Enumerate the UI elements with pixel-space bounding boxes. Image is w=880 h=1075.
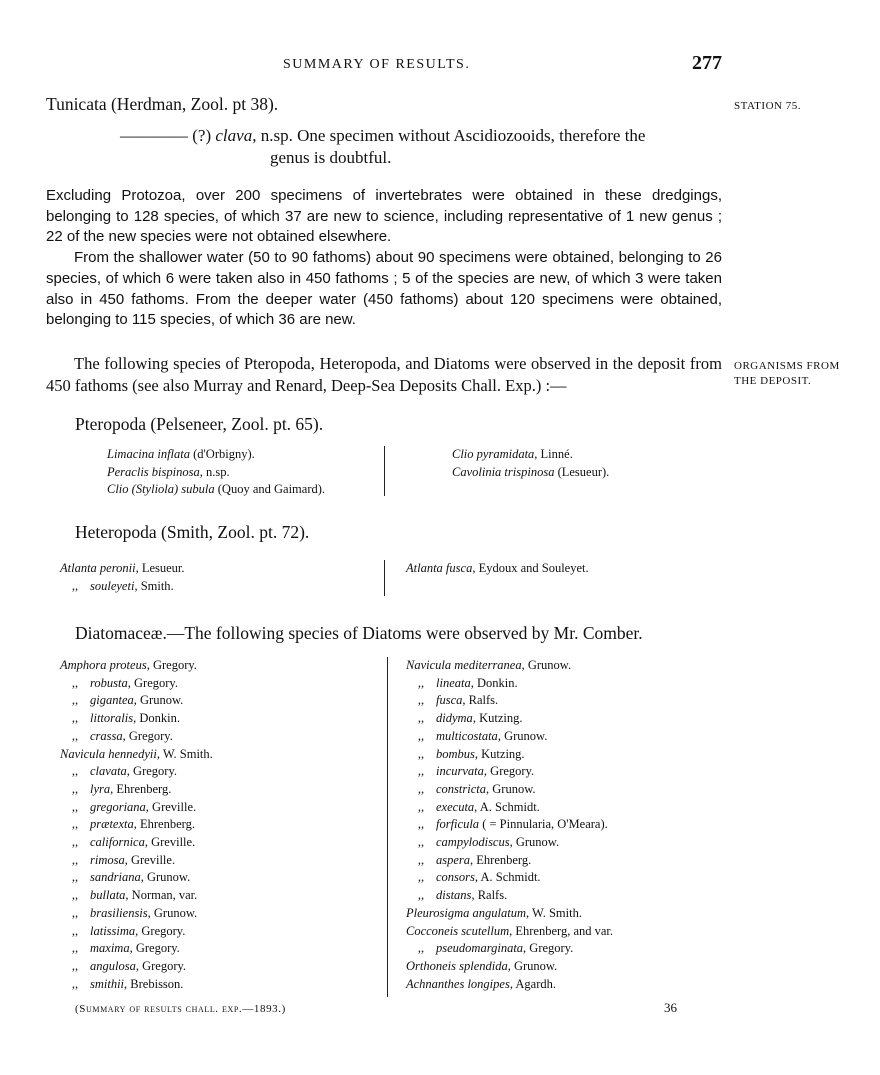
species-author: , Smith.: [134, 578, 174, 593]
tunicata-entry: [120, 125, 645, 169]
species-entry: [406, 869, 613, 887]
species-entry: [406, 976, 613, 994]
species-entry: [60, 746, 213, 764]
species-entry: [406, 852, 613, 870]
species-entry: [60, 940, 213, 958]
tunicata-entry-name: clava: [215, 126, 253, 145]
species-entry: [406, 887, 613, 905]
ditto-mark: ,,: [417, 711, 425, 726]
species-name: littoralis: [90, 711, 134, 726]
species-author: , Lesueur.: [135, 561, 185, 575]
species-name: lyra: [90, 781, 111, 796]
observation-paragraph: The following species of Pteropoda, Heteropoda, and Diatoms were observed in the deposit from 450 fathoms (see also Murray and Renard, Deep-Sea Deposits Chall. Exp.) :—: [46, 354, 722, 395]
species-name: californica: [90, 835, 145, 850]
ditto-mark: ,,: [71, 728, 79, 743]
species-entry: [406, 657, 613, 675]
species-entry: [406, 940, 613, 958]
species-name: latissima: [90, 923, 136, 938]
page-number: 277: [692, 52, 722, 74]
species-name: Orthoneis splendida: [406, 958, 508, 973]
species-entry: [60, 905, 213, 923]
margin-note-organisms: [734, 359, 840, 389]
species-name: Peraclis bispinosa: [107, 464, 200, 479]
species-name: prætexta: [90, 817, 134, 832]
pteropoda-left-list: [107, 446, 325, 499]
species-name: brasiliensis: [90, 905, 148, 920]
species-author: , Gregory.: [122, 728, 173, 743]
species-entry: [452, 446, 609, 464]
species-author: , Agardh.: [509, 976, 556, 991]
species-entry: [406, 781, 613, 799]
pteropoda-heading: Pteropoda (Pelseneer, Zool. pt. 65).: [75, 414, 324, 434]
species-entry: [60, 852, 213, 870]
species-name: Cocconeis scutellum: [406, 923, 510, 938]
species-name: Atlanta fusca: [406, 561, 473, 575]
species-author: (d'Orbigny).: [190, 447, 255, 461]
species-name: campylodiscus: [436, 835, 510, 850]
species-author: , Grunow.: [521, 658, 572, 672]
species-name: fusca: [436, 693, 463, 708]
species-name: smithii: [90, 976, 125, 991]
ditto-mark: ,,: [71, 852, 79, 867]
species-author: , Norman, var.: [125, 888, 198, 903]
species-author: , Grunow.: [509, 835, 560, 850]
species-name: Pleurosigma angulatum: [406, 905, 527, 920]
species-name: multicostata: [436, 728, 498, 743]
species-entry: [452, 464, 609, 482]
species-author: , Gregory.: [483, 764, 535, 779]
species-name: crassa: [90, 728, 123, 743]
species-entry: [406, 958, 613, 976]
species-author: , Ehrenberg, and var.: [509, 923, 614, 938]
ditto-mark: ,,: [71, 764, 79, 779]
running-head: SUMMARY OF RESULTS.: [283, 57, 471, 72]
species-name: aspera: [436, 852, 471, 867]
ditto-mark: ,,: [417, 835, 425, 850]
species-name: angulosa: [90, 958, 136, 973]
ditto-mark: ,,: [417, 852, 425, 867]
ditto-mark: ,,: [417, 888, 425, 903]
species-author: (Quoy and Gaimard).: [214, 482, 326, 497]
column-divider: [384, 560, 385, 596]
species-entry: [406, 905, 613, 923]
ditto-mark: ,,: [71, 711, 79, 726]
margin-note-organisms-line2: THE DEPOSIT.: [734, 375, 812, 387]
species-entry: [406, 923, 613, 941]
diatom-right-list: [406, 657, 613, 993]
species-author: , Grunow.: [507, 958, 558, 973]
species-name: rimosa: [90, 852, 125, 867]
signature-mark: 36: [664, 1000, 677, 1015]
species-author: , Gregory.: [523, 941, 574, 956]
species-entry: [60, 657, 213, 675]
species-entry: [406, 710, 613, 728]
species-name: maxima: [90, 941, 130, 956]
ditto-mark: ,,: [71, 958, 79, 973]
ditto-mark: ,,: [417, 728, 425, 743]
species-author: , Donkin.: [133, 711, 180, 726]
margin-note-station: STATION 75.: [734, 100, 801, 112]
species-entry: [406, 746, 613, 764]
species-entry: [406, 763, 613, 781]
species-author: , Kutzing.: [474, 746, 525, 761]
species-entry: [60, 560, 185, 578]
species-author: , n.sp.: [199, 464, 230, 479]
species-entry: [60, 816, 213, 834]
species-author: , W. Smith.: [526, 905, 582, 920]
tunicata-entry-line2: genus is doubtful.: [270, 148, 392, 167]
species-name: Achnanthes longipes: [406, 976, 510, 991]
species-name: Cavolinia trispinosa: [452, 464, 555, 479]
species-author: , Linné.: [534, 447, 573, 461]
species-name: Amphora proteus: [60, 658, 147, 672]
pteropoda-right-list: [452, 446, 609, 481]
species-author: , Gregory.: [126, 764, 178, 779]
species-name: pseudomarginata: [436, 941, 524, 956]
species-name: incurvata: [436, 764, 484, 779]
heteropoda-heading: Heteropoda (Smith, Zool. pt. 72).: [75, 522, 310, 542]
ditto-mark: ,,: [71, 941, 79, 956]
species-author: , A. Schmidt.: [474, 799, 540, 814]
diatomaceae-heading: Diatomaceæ.—The following species of Diatoms were observed by Mr. Comber.: [75, 623, 643, 643]
species-name: Limacina inflata: [107, 447, 190, 461]
species-entry: [406, 834, 613, 852]
species-author: , Gregory.: [129, 941, 180, 956]
species-author: , Ralfs.: [471, 888, 508, 903]
species-author: (Lesueur).: [554, 464, 610, 479]
species-author: , Donkin.: [470, 675, 518, 690]
ditto-mark: ,,: [71, 976, 79, 991]
ditto-mark: ,,: [417, 817, 425, 832]
species-entry: [107, 464, 325, 482]
species-entry: [107, 446, 325, 464]
species-name: Atlanta peronii: [60, 561, 136, 575]
ditto-mark: ,,: [417, 675, 425, 690]
species-name: forficula: [436, 817, 480, 832]
ditto-mark: ,,: [71, 905, 79, 920]
species-entry: [60, 710, 213, 728]
ditto-mark: ,,: [417, 746, 425, 761]
ditto-mark: ,,: [71, 870, 79, 885]
species-author: , Ehrenberg.: [133, 817, 195, 832]
species-author: , Greville.: [124, 852, 176, 867]
species-entry: [60, 923, 213, 941]
species-entry: [60, 834, 213, 852]
species-author: , Ehrenberg.: [470, 852, 532, 867]
summary-paragraph-1: Excluding Protozoa, over 200 specimens of invertebrates were obtained in these dredgings, belonging to 128 species, of which 37 are new to science, including representative of 1 new genus ; 22 of the new species were not obtained elsewhere.: [46, 187, 722, 246]
species-entry: [60, 728, 213, 746]
species-author: , Greville.: [144, 835, 196, 850]
species-entry: [60, 887, 213, 905]
species-entry: [60, 763, 213, 781]
species-author: , Grunow.: [133, 693, 184, 708]
ditto-mark: ,,: [417, 870, 425, 885]
species-entry: [107, 481, 325, 499]
species-entry: [406, 728, 613, 746]
species-entry: [60, 692, 213, 710]
species-name: Clio pyramidata: [452, 447, 535, 461]
species-name: Clio (Styliola) subula: [107, 482, 215, 497]
species-author: , Grunow.: [140, 870, 191, 885]
species-author: , Gregory.: [127, 675, 178, 690]
species-entry: [406, 799, 613, 817]
diatom-left-list: [60, 657, 213, 993]
species-name: Navicula hennedyii: [60, 746, 157, 761]
ditto-mark: ,,: [417, 941, 425, 956]
ditto-mark: ,,: [71, 799, 79, 814]
species-author: , Grunow.: [486, 781, 536, 796]
ditto-mark: ,,: [71, 923, 79, 938]
tunicata-entry-text: , n.sp. One specimen without Ascidiozooids, therefore the: [252, 126, 646, 145]
species-author: , W. Smith.: [156, 746, 213, 761]
species-author: , Kutzing.: [472, 711, 523, 726]
heteropoda-left-list: [60, 560, 185, 595]
species-author: , Gregory.: [135, 958, 187, 973]
ditto-mark: ,,: [417, 764, 425, 779]
species-entry: [60, 675, 213, 693]
tunicata-heading: Tunicata (Herdman, Zool. pt 38).: [46, 94, 279, 114]
species-author: , Greville.: [145, 799, 197, 814]
ditto-mark: ,,: [71, 693, 79, 708]
species-author: , Grunow.: [147, 905, 198, 920]
species-name: lineata: [436, 675, 471, 690]
species-entry: [60, 781, 213, 799]
species-name: clavata: [90, 764, 127, 779]
summary-paragraphs: [46, 186, 722, 331]
species-entry: [406, 675, 613, 693]
species-author: , Gregory.: [146, 658, 197, 672]
species-author: ( = Pinnularia, O'Meara).: [479, 817, 608, 832]
species-entry: [406, 560, 589, 578]
species-name: gregoriana: [90, 799, 146, 814]
species-name: executa: [436, 799, 475, 814]
species-entry: [60, 578, 185, 596]
species-author: , Gregory.: [135, 923, 186, 938]
ditto-mark: ,,: [71, 675, 79, 690]
ditto-mark: ,,: [71, 578, 79, 593]
species-name: distans: [436, 888, 472, 903]
ditto-mark: ,,: [71, 781, 79, 796]
species-name: gigantea: [90, 693, 134, 708]
ditto-mark: ,,: [71, 817, 79, 832]
column-divider: [384, 446, 385, 496]
species-name: bullata: [90, 888, 126, 903]
species-name: sandriana: [90, 870, 141, 885]
species-entry: [60, 799, 213, 817]
species-name: robusta: [90, 675, 128, 690]
margin-note-organisms-line1: ORGANISMS FROM: [734, 360, 840, 372]
ditto-mark: ,,: [417, 781, 425, 796]
species-name: souleyeti: [90, 578, 135, 593]
summary-paragraph-2: From the shallower water (50 to 90 fathoms) about 90 specimens were obtained, belonging to 26 species, of which 6 were taken also in 450 fathoms ; 5 of the species are new, of which 3 were taken also in 450 fathoms. From the deeper water (450 fathoms) about 120 specimens were obtained, belonging to 115 species, of which 36 are new.: [46, 249, 722, 329]
ditto-mark: ,,: [417, 693, 425, 708]
species-name: bombus: [436, 746, 475, 761]
species-entry: [406, 692, 613, 710]
ditto-mark: ,,: [71, 835, 79, 850]
ditto-mark: ,,: [71, 888, 79, 903]
species-author: , A. Schmidt.: [474, 870, 541, 885]
species-author: , Brebisson.: [124, 976, 184, 991]
column-divider: [387, 657, 388, 997]
species-author: , Grunow.: [497, 728, 548, 743]
species-author: , Eydoux and Souleyet.: [472, 561, 589, 575]
footer-note: (Summary of results chall. exp.—1893.): [75, 1003, 286, 1015]
heteropoda-right-list: [406, 560, 589, 578]
species-entry: [60, 958, 213, 976]
species-author: , Ralfs.: [462, 693, 499, 708]
species-entry: [406, 816, 613, 834]
species-name: didyma: [436, 711, 473, 726]
species-name: Navicula mediterranea: [406, 658, 522, 672]
species-entry: [60, 869, 213, 887]
species-name: constricta: [436, 781, 486, 796]
species-author: , Ehrenberg.: [110, 781, 172, 796]
ditto-mark: ,,: [417, 799, 425, 814]
species-name: consors: [436, 870, 475, 885]
tunicata-entry-prefix: ———— (?): [120, 126, 216, 145]
species-entry: [60, 976, 213, 994]
